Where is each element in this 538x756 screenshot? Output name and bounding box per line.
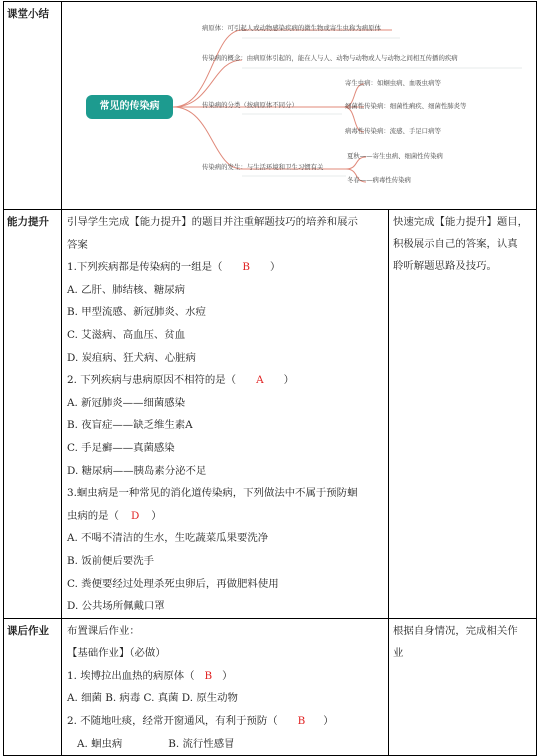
question-1: 1.下列疾病都是传染病的一组是（ B ） xyxy=(67,261,281,274)
homework-q1-options: A. 细菌 B. 病毒 C. 真菌 D. 原生动物 xyxy=(67,692,238,705)
node-concept: 传染病的概念：由病原体引起的，能在人与人、动物与动物或人与动物之间相互传播的疾病 xyxy=(202,54,458,62)
q1-option-d: D. 炭疽病、狂犬病、心脏病 xyxy=(67,351,196,364)
ability-intro-line2: 答案 xyxy=(67,238,88,251)
ability-row xyxy=(4,210,537,619)
summary-label: 课堂小结 xyxy=(4,2,62,210)
node-occurrence: 传染病的发生：与生活环境和卫生习惯有关 xyxy=(202,163,324,171)
q2-option-c: C. 手足癣——真菌感染 xyxy=(67,441,175,454)
q3-option-c: C. 粪便要经过处理杀死虫卵后，再做肥料使用 xyxy=(67,577,279,590)
homework-student-line1: 根据自身情况，完成相关作 xyxy=(393,624,518,637)
homework-label: 课后作业 xyxy=(4,618,62,756)
ability-content xyxy=(62,210,389,619)
q3-option-b: B. 饭前便后要洗手 xyxy=(67,554,154,567)
homework-answer-q2: B xyxy=(297,715,306,728)
lesson-table xyxy=(3,1,537,756)
connector-branch4 xyxy=(173,107,346,169)
question-2: 2. 下列疾病与患病原因不相符的是（ A ） xyxy=(67,374,294,387)
q3-option-a: A. 不喝不清洁的生水，生吃蔬菜瓜果要洗净 xyxy=(67,532,269,545)
ability-student-line2: 积极展示自己的答案，认真 xyxy=(393,238,518,250)
mindmap-cell xyxy=(62,2,537,210)
homework-student-line2: 业 xyxy=(393,646,404,659)
ability-intro-line1: 引导学生完成【能力提升】的题目并注重解题技巧的培养和展示 xyxy=(67,216,358,228)
homework-content xyxy=(62,618,389,756)
node-parasite: 寄生虫病：如蛔虫病、血吸虫病等 xyxy=(345,79,441,87)
answer-q1: B xyxy=(242,261,251,274)
homework-q2-options xyxy=(67,733,384,756)
q2-option-d: D. 糖尿病——胰岛素分泌不足 xyxy=(67,464,207,477)
q1-option-c: C. 艾滋病、高血压、贫血 xyxy=(67,328,186,341)
question-3-line1: 3.蛔虫病是一种常见的消化道传染病，下列做法中不属于预防蛔 xyxy=(67,487,358,500)
homework-question-2: 2. 不随地吐痰，经常开窗通风，有利于预防（ B ） xyxy=(67,715,334,728)
connector-branch1 xyxy=(173,30,392,107)
answer-q3: D xyxy=(130,509,140,522)
ability-student-line1: 快速完成【能力提升】题目， xyxy=(393,216,529,228)
node-summer-autumn: 夏秋——寄生虫病、细菌性传染病 xyxy=(347,152,443,160)
homework-row xyxy=(4,618,537,756)
node-pathogen: 病原体：可引起人或动物感染疾病的微生物或寄生虫称为病原体 xyxy=(202,24,381,32)
ability-label: 能力提升 xyxy=(4,210,62,619)
q1-option-a: A. 乙肝、肺结核、糖尿病 xyxy=(67,283,186,296)
ability-student-line3: 聆听解题思路及技巧。 xyxy=(393,260,497,272)
homework-answer-q1: B xyxy=(204,669,213,682)
node-viral: 病毒性传染病：流感、手足口病等 xyxy=(345,127,441,135)
homework-q2-option-b: B. 流行性感冒 xyxy=(168,737,235,750)
answer-q2: A xyxy=(256,374,264,387)
node-classification: 传染病的分类（按病原体不同分） xyxy=(202,101,298,109)
q1-option-b: B. 甲型流感、新冠肺炎、水痘 xyxy=(67,306,206,319)
homework-student-activity xyxy=(389,618,537,756)
question-3-line2: 虫病的是（ D ） xyxy=(67,509,162,522)
homework-question-1: 1. 埃博拉出血热的病原体（ B ） xyxy=(67,669,233,682)
q2-option-b: B. 夜盲症——缺乏维生素A xyxy=(67,419,193,432)
mindmap xyxy=(62,2,536,209)
summary-row xyxy=(4,2,537,210)
mindmap-root: 常见的传染病 xyxy=(86,95,173,119)
q2-option-a: A. 新冠肺炎——细菌感染 xyxy=(67,396,186,409)
node-winter-spring: 冬春——病毒性传染病 xyxy=(347,176,411,184)
homework-q2-option-a: A. 蛔虫病 xyxy=(77,737,123,750)
homework-line2: 【基础作业】（必做） xyxy=(67,647,166,660)
homework-line1: 布置课后作业： xyxy=(67,624,140,637)
ability-student-activity xyxy=(389,210,537,619)
q3-option-d: D. 公共场所佩戴口罩 xyxy=(67,600,165,613)
node-bacterial: 细菌性传染病：细菌性痢疾、细菌性肺炎等 xyxy=(345,102,467,110)
